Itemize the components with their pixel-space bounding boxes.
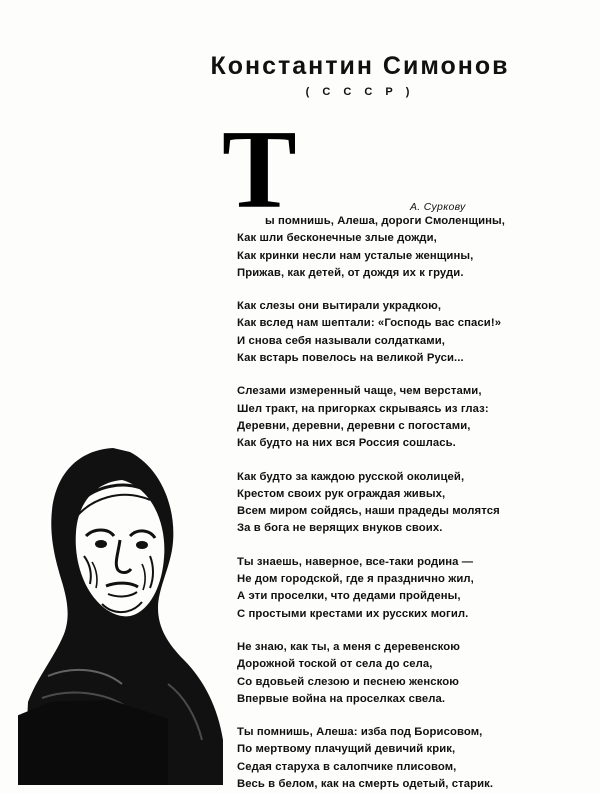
poem-line: Дорожной тоской от села до села, — [237, 658, 433, 671]
poem-line: Всем миром сойдясь, наши прадеды молятся — [237, 505, 500, 518]
poem-line: Со вдовьей слезою и песнею женскою — [237, 675, 460, 688]
poem-line: Как будто за каждою русской околицей, — [237, 470, 465, 483]
poem-line: Как вслед нам шептали: «Господь вас спаси!» — [237, 317, 502, 330]
poem-stanza — [237, 213, 582, 282]
poem-stanza — [237, 469, 582, 538]
poem-stanza — [237, 639, 582, 708]
poem-line: Прижав, как детей, от дождя их к груди. — [237, 266, 464, 279]
poem-line: Не дом городской, где я празднично жил, — [237, 573, 474, 586]
poem-line: Слезами измеренный чаще, чем верстами, — [237, 385, 482, 398]
poem-line: Шел тракт, на пригорках скрываясь из глаз: — [237, 402, 489, 415]
poem-line: А эти проселки, что дедами пройдены, — [237, 590, 461, 603]
poem-stanza — [237, 383, 582, 452]
page-title: Константин Симонов — [210, 52, 510, 80]
poem-stanza — [237, 724, 582, 793]
dedication: А. Суркову — [410, 201, 466, 213]
poem-body — [237, 213, 582, 809]
poem-line: Ты помнишь, Алеша: изба под Борисовом, — [237, 726, 483, 739]
poem-line: Седая старуха в салопчике плисовом, — [237, 760, 457, 773]
poem-line: Как шли бесконечные злые дожди, — [237, 232, 437, 245]
poem-line: Весь в белом, как на смерть одетый, старик. — [237, 778, 494, 791]
poem-line: Как будто на них вся Россия сошлась. — [237, 437, 456, 450]
poem-line: Как встарь повелось на великой Руси... — [237, 352, 464, 365]
poem-line: Как слезы они вытирали украдкою, — [237, 300, 442, 313]
poem-line: Впервые война на проселках свела. — [237, 692, 446, 705]
poem-line: И снова себя называли солдатками, — [237, 334, 446, 347]
poem-line: Как кринки несли нам усталые женщины, — [237, 249, 474, 262]
drop-cap: Т — [222, 108, 295, 232]
page-subtitle: ( С С С Р ) — [305, 86, 415, 98]
poem-stanza — [237, 298, 582, 367]
poem-line: Ты знаешь, наверное, все-таки родина — — [237, 555, 474, 568]
poem-stanza — [237, 554, 582, 623]
illustration-base-block — [18, 700, 168, 785]
poem-line: Не знаю, как ты, а меня с деревенскою — [237, 640, 461, 653]
poem-line: Крестом своих рук ограждая живых, — [237, 487, 446, 500]
poem-line: По мертвому плачущий девичий крик, — [237, 743, 456, 756]
poem-line: Деревни, деревни, деревни с погостами, — [237, 419, 471, 432]
poem-line: ы помнишь, Алеша, дороги Смоленщины, — [265, 215, 506, 227]
poem-line: За в бога не верящих внуков своих. — [237, 522, 443, 535]
poem-line: С простыми крестами их русских могил. — [237, 607, 469, 620]
